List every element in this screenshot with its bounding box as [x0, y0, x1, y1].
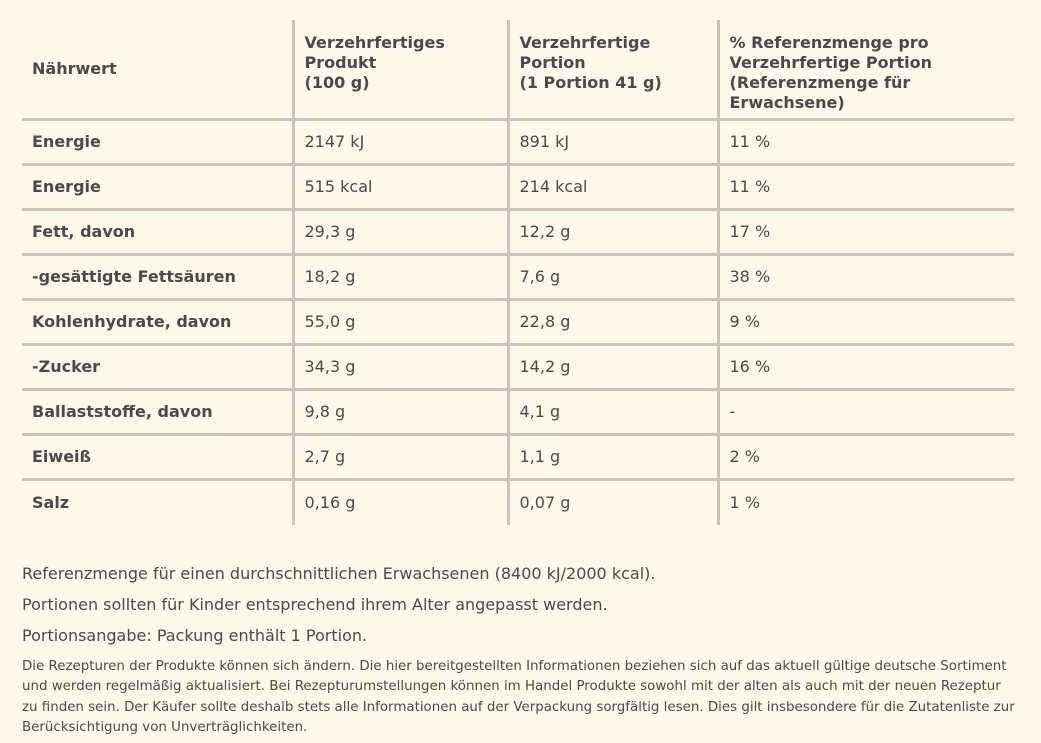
cell-reference-percent: -	[718, 389, 1014, 434]
row-label: Eiweiß	[22, 434, 293, 479]
row-label: Kohlenhydrate, davon	[22, 299, 293, 344]
cell-per-100g: 0,16 g	[293, 479, 508, 525]
cell-reference-percent: 1 %	[718, 479, 1014, 525]
header-reference-percent: % Referenzmenge pro Verzehrfertige Portion (Referenzmenge für Erwachsene)	[718, 20, 1014, 119]
cell-per-portion: 12,2 g	[508, 209, 718, 254]
cell-per-100g: 29,3 g	[293, 209, 508, 254]
cell-reference-percent: 11 %	[718, 164, 1014, 209]
cell-reference-percent: 2 %	[718, 434, 1014, 479]
cell-per-portion: 22,8 g	[508, 299, 718, 344]
cell-reference-percent: 16 %	[718, 344, 1014, 389]
disclaimer-text: Die Rezepturen der Produkte können sich ändern. Die hier bereitgestellten Informationen beziehen sich auf das aktuell gültige deutsche Sortiment und werden regelmäßig aktualisiert. Bei Rezepturumstellungen können im Handel Produkte sowohl mit der alten als auch mit der neuen Rezeptur zu finden sein. Der Käufer sollte deshalb stets alle Informationen auf der Verpackung sorgfältig lesen. Dies gilt insbesondere für die Zutatenliste zur Berücksichtigung von Unverträglichkeiten.	[22, 659, 1015, 735]
table-row	[22, 389, 1014, 434]
cell-per-portion: 214 kcal	[508, 164, 718, 209]
cell-per-portion: 4,1 g	[508, 389, 718, 434]
table-row	[22, 164, 1014, 209]
cell-reference-percent: 11 %	[718, 119, 1014, 164]
note-portion-info: Portionsangabe: Packung enthält 1 Portion.	[22, 626, 368, 645]
header-per-100g: Verzehrfertiges Produkt (100 g)	[293, 20, 508, 119]
nutrition-table	[22, 20, 1014, 525]
table-row	[22, 119, 1014, 164]
table-row	[22, 254, 1014, 299]
cell-per-portion: 1,1 g	[508, 434, 718, 479]
cell-reference-percent: 9 %	[718, 299, 1014, 344]
cell-per-portion: 14,2 g	[508, 344, 718, 389]
table-row	[22, 209, 1014, 254]
cell-per-100g: 515 kcal	[293, 164, 508, 209]
row-label: Fett, davon	[22, 209, 293, 254]
cell-per-portion: 7,6 g	[508, 254, 718, 299]
note-children-portions: Portionen sollten für Kinder entsprechend ihrem Alter angepasst werden.	[22, 595, 608, 614]
table-row	[22, 434, 1014, 479]
cell-reference-percent: 17 %	[718, 209, 1014, 254]
cell-per-100g: 55,0 g	[293, 299, 508, 344]
table-row	[22, 344, 1014, 389]
cell-per-100g: 18,2 g	[293, 254, 508, 299]
row-label: -gesättigte Fettsäuren	[22, 254, 293, 299]
table-header-row	[22, 20, 1014, 119]
header-per-portion: Verzehrfertige Portion (1 Portion 41 g)	[508, 20, 718, 119]
cell-per-portion: 891 kJ	[508, 119, 718, 164]
cell-per-100g: 2,7 g	[293, 434, 508, 479]
cell-per-100g: 2147 kJ	[293, 119, 508, 164]
table-row	[22, 479, 1014, 525]
cell-per-100g: 9,8 g	[293, 389, 508, 434]
cell-per-portion: 0,07 g	[508, 479, 718, 525]
table-row	[22, 299, 1014, 344]
cell-reference-percent: 38 %	[718, 254, 1014, 299]
row-label: Energie	[22, 164, 293, 209]
header-naehrwert: Nährwert	[22, 20, 293, 119]
row-label: Energie	[22, 119, 293, 164]
row-label: Salz	[32, 492, 70, 512]
cell-per-100g: 34,3 g	[293, 344, 508, 389]
note-reference-amount: Referenzmenge für einen durchschnittlichen Erwachsenen (8400 kJ/2000 kcal).	[22, 564, 656, 583]
notes-section	[22, 562, 1022, 655]
row-label: -Zucker	[22, 344, 293, 389]
row-label: Ballaststoffe, davon	[22, 389, 293, 434]
